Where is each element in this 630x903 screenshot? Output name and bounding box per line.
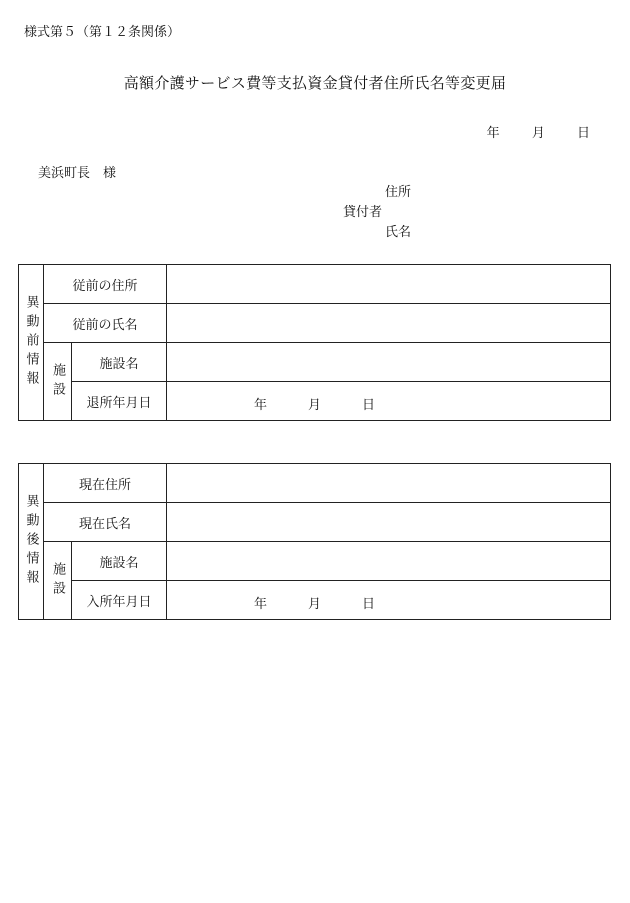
- before-section-header: 異動前情報: [19, 265, 44, 421]
- addressee: 美浜町長 様: [38, 166, 117, 181]
- prev-address-field[interactable]: [167, 265, 611, 304]
- before-facility-name-label: 施設名: [72, 343, 167, 382]
- current-address-field[interactable]: [167, 464, 611, 503]
- admission-date-field[interactable]: [167, 581, 611, 620]
- applicant-name-label: 氏名: [385, 225, 412, 240]
- discharge-date-field[interactable]: [167, 382, 611, 421]
- form-number: 様式第５（第１２条関係）: [24, 25, 181, 40]
- applicant-role-label: 貸付者: [343, 205, 383, 220]
- after-facility-name-label: 施設名: [72, 542, 167, 581]
- current-name-label: 現在氏名: [44, 503, 167, 542]
- after-change-table: [18, 463, 611, 620]
- before-change-table: [18, 264, 611, 421]
- after-facility-name-field[interactable]: [167, 542, 611, 581]
- applicant-block: [343, 186, 433, 242]
- date-year-label: 年: [486, 126, 500, 141]
- document-title: 高額介護サービス費等支払資金貸付者住所氏名等変更届: [123, 74, 507, 92]
- prev-name-label: 従前の氏名: [44, 304, 167, 343]
- prev-name-field[interactable]: [167, 304, 611, 343]
- before-facility-name-field[interactable]: [167, 343, 611, 382]
- discharge-day-unit: 日: [362, 398, 376, 413]
- before-facility-group-label: 施設: [44, 343, 72, 421]
- date-day-label: 日: [576, 126, 590, 141]
- applicant-address-label: 住所: [385, 185, 412, 200]
- current-address-label: 現在住所: [44, 464, 167, 503]
- after-section-header: 異動後情報: [19, 464, 44, 620]
- discharge-date-label: 退所年月日: [72, 382, 167, 421]
- discharge-year-unit: 年: [254, 398, 268, 413]
- admission-year-unit: 年: [254, 597, 268, 612]
- admission-date-label: 入所年月日: [72, 581, 167, 620]
- current-name-field[interactable]: [167, 503, 611, 542]
- submission-date: [487, 127, 590, 140]
- admission-month-unit: 月: [308, 597, 322, 612]
- date-month-label: 月: [531, 126, 545, 141]
- after-facility-group-label: 施設: [44, 542, 72, 620]
- prev-address-label: 従前の住所: [44, 265, 167, 304]
- discharge-month-unit: 月: [308, 398, 322, 413]
- admission-day-unit: 日: [362, 597, 376, 612]
